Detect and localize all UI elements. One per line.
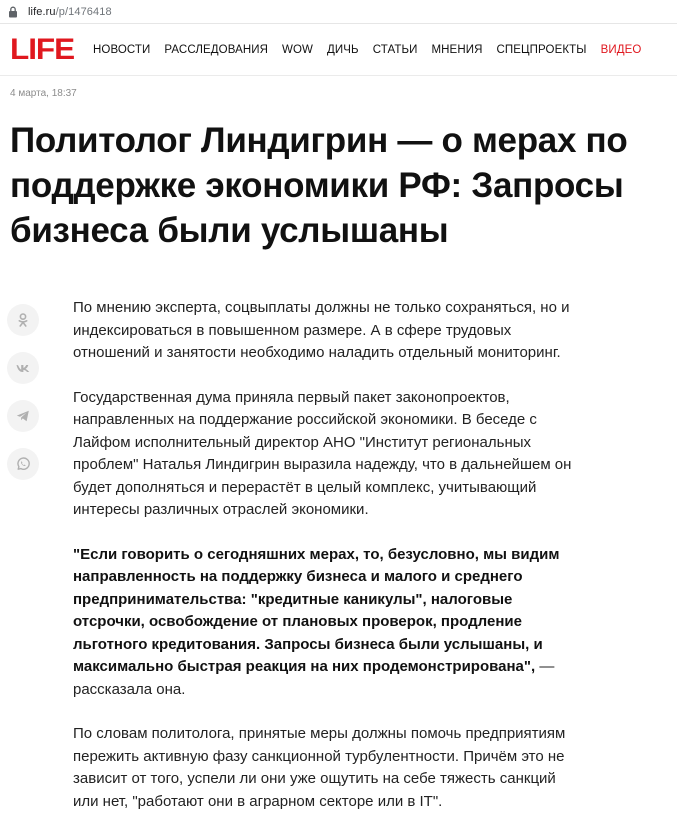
share-buttons <box>7 304 39 496</box>
share-telegram-button[interactable] <box>7 400 39 432</box>
lock-icon <box>8 6 18 18</box>
odnoklassniki-icon <box>15 312 31 328</box>
nav-item-special-projects[interactable]: СПЕЦПРОЕКТЫ <box>496 43 587 56</box>
share-whatsapp-button[interactable] <box>7 448 39 480</box>
share-odnoklassniki-button[interactable] <box>7 304 39 336</box>
article-quote: "Если говорить о сегодняшних мерах, то, безусловно, мы видим направленность на поддержку бизнеса и малого и среднего предпринимательства: "кредитные каникулы", налоговые отсрочки, освобождение от плановых проверок, продление льготного кредитования. Запросы бизнеса были услышаны, и максимально быстрая реакция на них продемонстрирована", <box>73 545 560 675</box>
vk-icon <box>15 360 31 376</box>
whatsapp-icon <box>15 456 31 472</box>
telegram-icon <box>15 408 31 424</box>
nav-item-video[interactable]: ВИДЕО <box>600 43 642 56</box>
nav-item-investigations[interactable]: РАССЛЕДОВАНИЯ <box>164 43 269 56</box>
article-date: 4 марта, 18:37 <box>10 88 77 99</box>
url-text <box>28 6 112 18</box>
article-title: Политолог Линдигрин — о мерах по поддержке экономики РФ: Запросы бизнеса были услышаны <box>10 121 628 250</box>
site-header <box>0 24 677 76</box>
article-body <box>73 297 573 835</box>
browser-address-bar[interactable] <box>0 0 677 24</box>
nav-item-news[interactable]: НОВОСТИ <box>93 43 151 56</box>
main-nav <box>93 44 641 56</box>
article-quote-paragraph <box>73 544 573 702</box>
share-vk-button[interactable] <box>7 352 39 384</box>
article-lead: По мнению эксперта, соцвыплаты должны не только сохраняться, но и индексироваться в повышенном размере. А в сфере трудовых отношений и занятости необходимо наладить отдельный мониторинг. <box>73 299 570 361</box>
nav-item-dich[interactable]: ДИЧЬ <box>327 43 359 56</box>
nav-item-opinions[interactable]: МНЕНИЯ <box>431 43 483 56</box>
site-logo[interactable]: LIFE <box>10 32 75 66</box>
nav-item-wow[interactable]: WOW <box>282 43 314 56</box>
nav-item-articles[interactable]: СТАТЬИ <box>372 43 418 56</box>
quote-attribution: — рассказала она. <box>73 658 555 698</box>
article-paragraph: Государственная дума приняла первый пакет законопроектов, направленных на поддержание российской экономики. В беседе с Лайфом исполнительный директор АНО "Институт региональных проблем" Наталья Линдигрин выразила надежду, что в дальнейшем он будет дополняться и перерастёт в целый комплекс, учитывающий интересы различных отраслей экономики. <box>73 388 572 518</box>
url-host: life.ru <box>28 5 56 18</box>
article-paragraph: По словам политолога, принятые меры должны помочь предприятиям пережить активную фазу санкционной турбулентности. Причём это не зависит от того, успели ли они уже ощутить на себе тяжесть санкций или нет, "работают они в аграрном секторе или в IT". <box>73 725 566 810</box>
url-path: /p/1476418 <box>55 5 112 18</box>
